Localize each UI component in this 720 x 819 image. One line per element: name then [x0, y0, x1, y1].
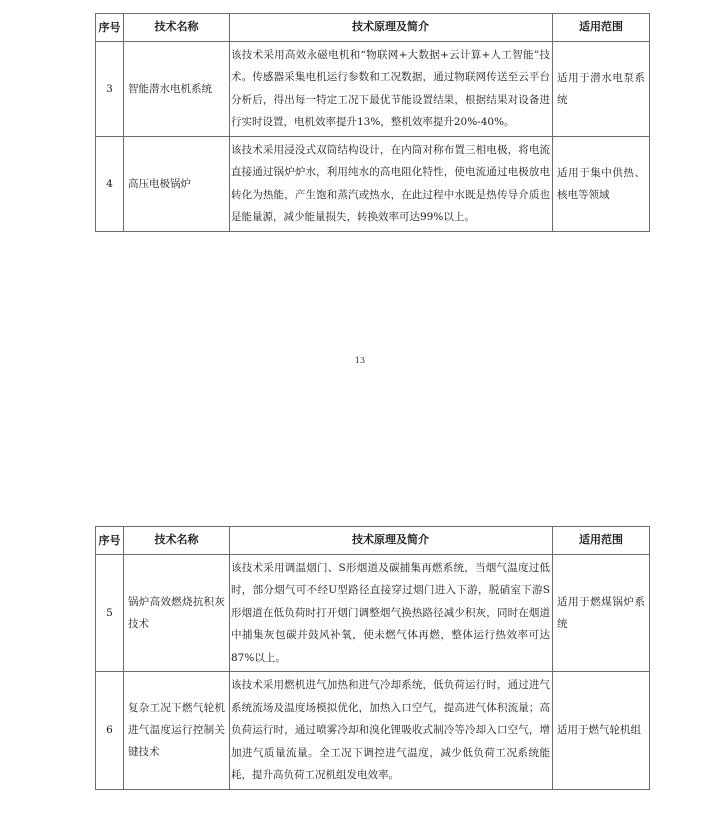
tech-table-2 [95, 526, 650, 790]
header-name: 技术名称 [124, 527, 230, 555]
header-desc: 技术原理及简介 [230, 14, 553, 42]
row-name: 复杂工况下燃气轮机进气温度运行控制关键技术 [124, 672, 230, 790]
table-row [96, 41, 650, 136]
row-scope: 适用于集中供热、核电等领域 [553, 136, 650, 231]
row-scope: 适用于燃煤锅炉系统 [553, 554, 650, 672]
table-row [96, 136, 650, 231]
row-no: 5 [96, 554, 124, 672]
table-header-row [96, 14, 650, 42]
row-no: 6 [96, 672, 124, 790]
header-name: 技术名称 [124, 14, 230, 42]
header-no: 序号 [96, 14, 124, 42]
row-scope: 适用于潜水电泵系统 [553, 41, 650, 136]
row-name: 锅炉高效燃烧抗积灰技术 [124, 554, 230, 672]
row-name: 高压电极锅炉 [124, 136, 230, 231]
header-scope: 适用范围 [553, 14, 650, 42]
header-desc: 技术原理及简介 [230, 527, 553, 555]
row-desc: 该技术采用调温烟门、S形烟道及碳捕集再燃系统，当烟气温度过低时，部分烟气可不经U型路径直接穿过烟门进入下游，脱硝室下游S形烟道在低负荷时打开烟门调整烟气换热路径减少积灰，同时在烟道中捕集灰包碳并鼓风补氧，使未燃气体再燃，整体运行热效率可达87%以上。 [230, 554, 553, 672]
page-number: 13 [354, 356, 366, 365]
row-no: 4 [96, 136, 124, 231]
row-desc: 该技术采用浸没式双筒结构设计，在内筒对称布置三相电极，将电流直接通过锅炉炉水，利用纯水的高电阻化特性，使电流通过电极放电转化为热能，产生饱和蒸汽或热水，在此过程中水既是热传导介质也是能量源，减少能量损失，转换效率可达99%以上。 [230, 136, 553, 231]
row-desc: 该技术采用燃机进气加热和进气冷却系统，低负荷运行时，通过进气系统流场及温度场模拟优化，加热入口空气，提高进气体积流量；高负荷运行时，通过喷雾冷却和溴化锂吸收式制冷等冷却入口空气，增加进气质量流量。全工况下调控进气温度，减少低负荷工况系统能耗，提升高负荷工况机组发电效率。 [230, 672, 553, 790]
header-no: 序号 [96, 527, 124, 555]
table-row [96, 554, 650, 672]
table-header-row [96, 527, 650, 555]
row-scope: 适用于燃气轮机组 [553, 672, 650, 790]
row-desc: 该技术采用高效永磁电机和“物联网+大数据+云计算+人工智能”技术。传感器采集电机运行参数和工况数据，通过物联网传送至云平台分析后，得出每一特定工况下最优节能设置结果，根据结果对设备进行实时设置，电机效率提升13%，整机效率提升20%-40%。 [230, 41, 553, 136]
row-name: 智能潜水电机系统 [124, 41, 230, 136]
tech-table-1 [95, 13, 650, 232]
row-no: 3 [96, 41, 124, 136]
header-scope: 适用范围 [553, 527, 650, 555]
table-row [96, 672, 650, 790]
